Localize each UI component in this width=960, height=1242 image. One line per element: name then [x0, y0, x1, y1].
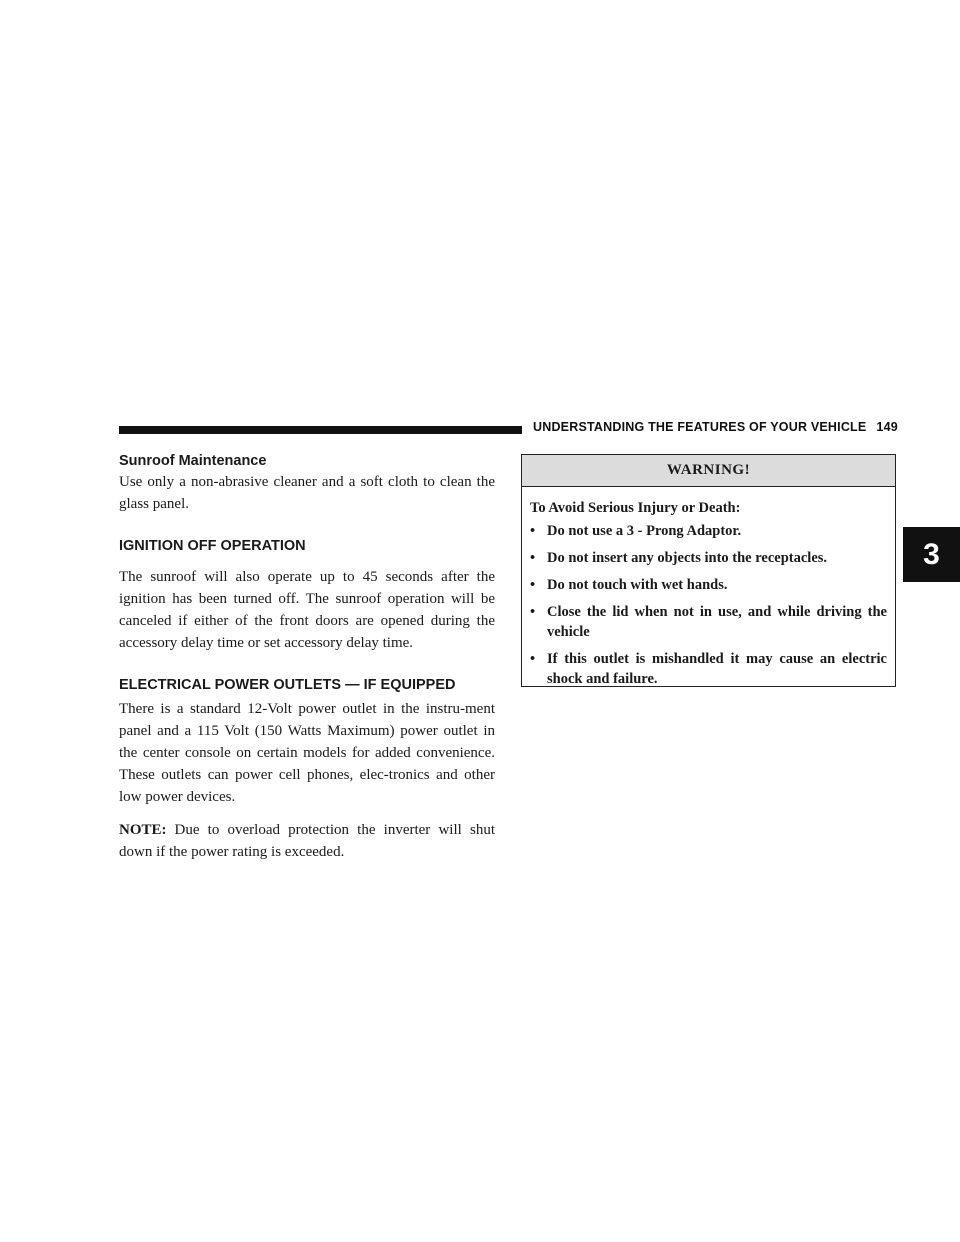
warning-item: • Do not use a 3 - Prong Adaptor. — [530, 523, 742, 539]
warning-item: • If this outlet is mishandled it may cause an electric shock and failure. — [530, 651, 887, 687]
sunroof-maintenance-heading: Sunroof Maintenance — [119, 453, 267, 469]
chapter-tab: 3 — [903, 527, 960, 582]
bullet-icon: • — [530, 523, 536, 539]
warning-item: • Do not touch with wet hands. — [530, 577, 728, 593]
sunroof-maintenance-text: Use only a non-abrasive cleaner and a soft cloth to clean the glass panel. — [119, 474, 495, 512]
bullet-icon: • — [530, 550, 536, 566]
running-header — [533, 420, 898, 434]
ignition-off-heading: IGNITION OFF OPERATION — [119, 538, 306, 554]
warning-title: WARNING! — [522, 455, 895, 487]
bullet-icon: • — [530, 604, 536, 620]
note-paragraph — [119, 819, 495, 863]
power-outlets-text: There is a standard 12-Volt power outlet in the instru-ment panel and a 115 Volt (150 Watts Maximum) power outlet in the center console on certain models for added convenience. These outlets can power cell phones, elec-tronics and other low power devices. — [119, 701, 495, 805]
note-label: NOTE: — [119, 822, 167, 838]
warning-item: • Do not insert any objects into the receptacles. — [530, 550, 828, 566]
ignition-off-text: The sunroof will also operate up to 45 seconds after the ignition has been turned off. The sunroof operation will be canceled if either of the front doors are opened during the accessory delay time or set accessory delay time. — [119, 569, 495, 651]
power-outlets-heading: ELECTRICAL POWER OUTLETS — IF EQUIPPED — [119, 677, 456, 693]
warning-item: • Close the lid when not in use, and while driving the vehicle — [530, 604, 887, 640]
left-column — [119, 451, 495, 863]
warning-list — [522, 521, 895, 689]
bullet-icon: • — [530, 651, 536, 667]
header-rule — [119, 426, 522, 434]
page-number: 149 — [876, 420, 898, 434]
note-text: Due to overload protection the inverter will shut down if the power rating is exceeded. — [119, 822, 495, 860]
warning-box — [521, 454, 896, 687]
bullet-icon: • — [530, 577, 536, 593]
warning-intro: To Avoid Serious Injury or Death: — [530, 500, 741, 516]
section-title: UNDERSTANDING THE FEATURES OF YOUR VEHICLE — [533, 420, 867, 434]
